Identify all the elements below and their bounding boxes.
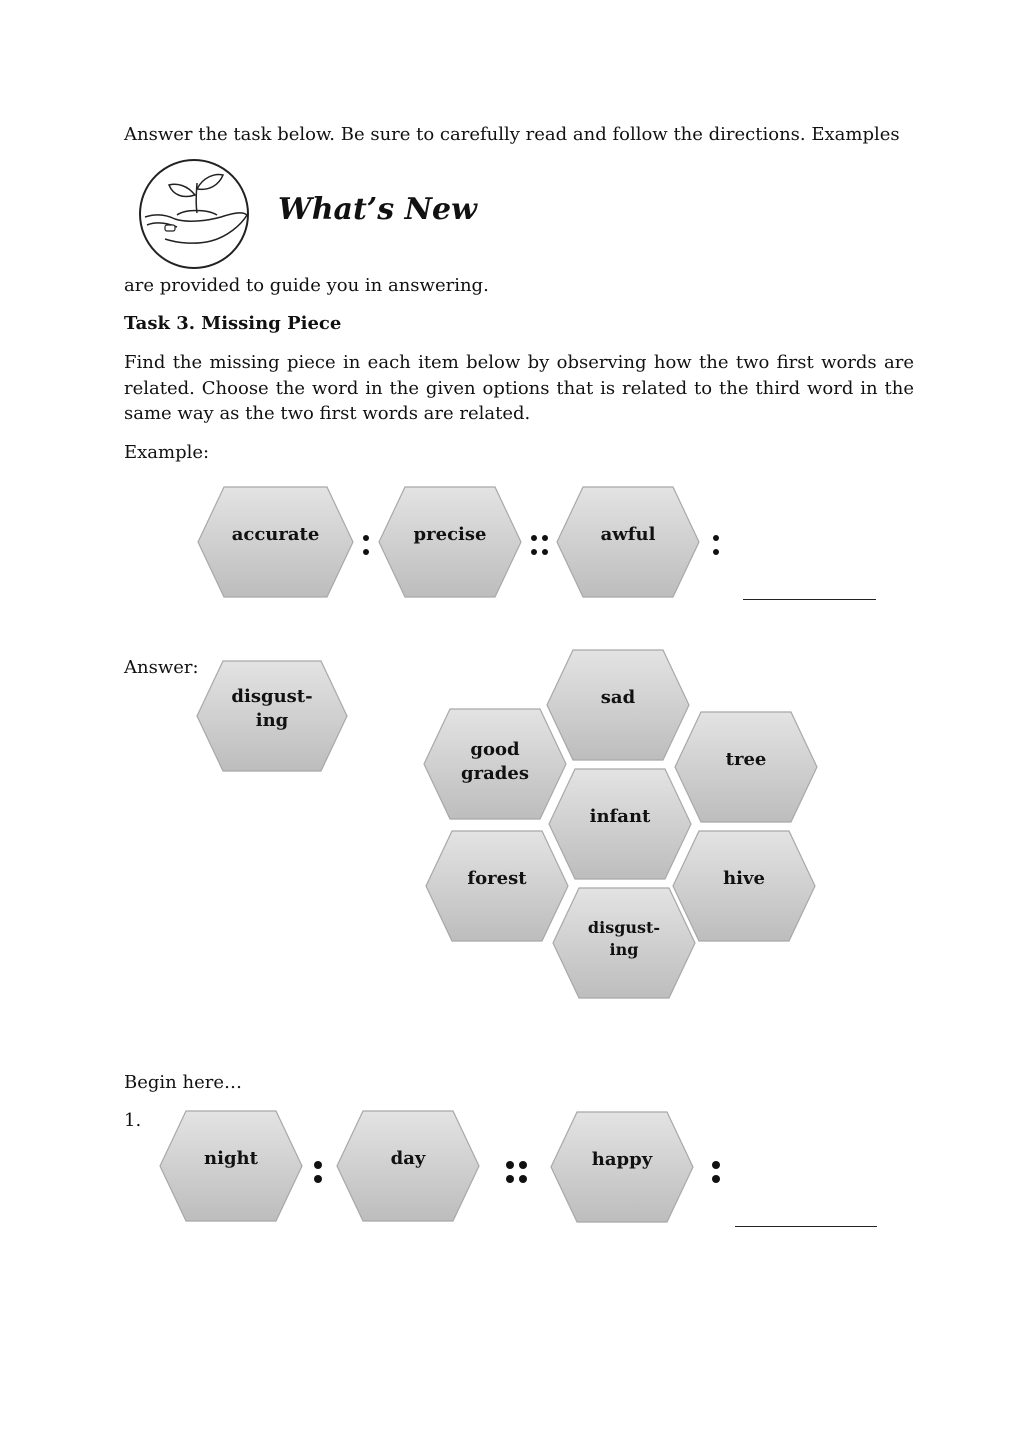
example-word3: awful [600, 524, 656, 545]
example-word3-hexagon [556, 486, 700, 598]
directions-text: Find the missing piece in each item below by observing how the two first words are related. Choose the word in the given options that is related to the third word in the same way as the two first words are related. [124, 352, 914, 424]
option-infant: infant [548, 768, 692, 880]
item1-word1: night [204, 1148, 258, 1169]
example-word2: precise [413, 524, 487, 545]
intro-text-line2: are provided to guide you in answering. [124, 275, 489, 296]
item1-word2-hexagon [336, 1110, 480, 1222]
item1-answer-blank[interactable] [735, 1226, 877, 1227]
section-title: What’s New [278, 192, 477, 227]
item1-word3: happy [591, 1149, 653, 1170]
option-forest: forest [425, 830, 569, 942]
answer-word: disgust- ing [231, 686, 313, 731]
answer-hexagon [196, 660, 348, 772]
example-label: Example: [124, 442, 210, 463]
example-word1-hexagon [197, 486, 354, 598]
option-disgusting: disgust- ing [552, 887, 696, 999]
example-word1: accurate [231, 524, 320, 545]
example-word2-hexagon [378, 486, 522, 598]
answer-label: Answer: [124, 657, 199, 678]
intro-text-line1: Answer the task below. Be sure to carefully read and follow the directions. Examples [124, 124, 900, 145]
example-answer-blank [743, 599, 876, 600]
option-good-grades: good grades [423, 708, 567, 820]
item1-word2: day [390, 1148, 426, 1169]
begin-label: Begin here… [124, 1072, 242, 1093]
option-tree: tree [674, 711, 818, 823]
item1-word3-hexagon [550, 1111, 694, 1223]
hand-holding-sprout-icon [137, 155, 255, 271]
item1-word1-hexagon [159, 1110, 303, 1222]
task-title: Task 3. Missing Piece [124, 313, 342, 334]
item-number: 1. [124, 1110, 142, 1131]
option-hive: hive [672, 830, 816, 942]
option-sad: sad [546, 649, 690, 761]
